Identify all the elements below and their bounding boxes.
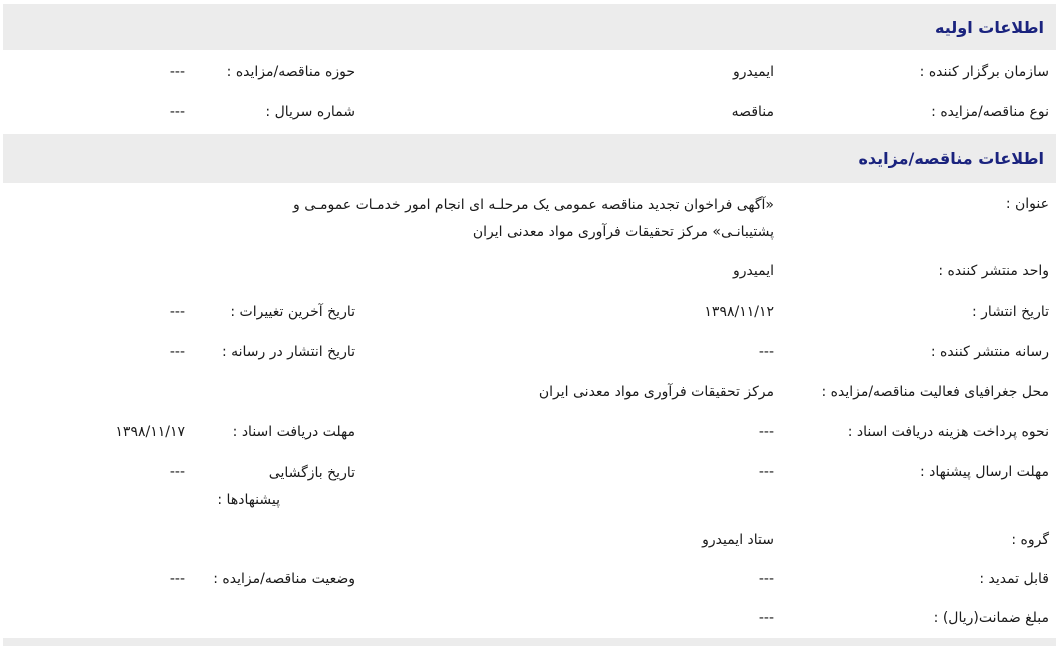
tender-title-line: «آگهی فراخوان تجدید مناقصه عمومی یک مرحلـه ای انجام امور خدمـات عمومـی و bbox=[292, 197, 774, 213]
field-value: ۱۳۹۸/۱۱/۱۷ bbox=[115, 424, 185, 440]
field-label: عنوان : bbox=[1005, 196, 1049, 212]
section-header-tender-info bbox=[3, 134, 1056, 183]
field-value: --- bbox=[758, 571, 774, 587]
field-label: تاریخ انتشار : bbox=[972, 304, 1049, 320]
field-value: --- bbox=[758, 610, 774, 626]
field-label: مبلغ ضمانت(ریال) : bbox=[933, 610, 1049, 626]
field-value: ستاد ایمیدرو bbox=[702, 532, 774, 548]
field-label: واحد منتشر کننده : bbox=[938, 263, 1049, 279]
field-value: --- bbox=[169, 464, 185, 480]
field-label: مهلت دریافت اسناد : bbox=[232, 424, 355, 440]
info-row bbox=[0, 460, 1059, 512]
section-header-basic-info bbox=[3, 4, 1056, 50]
info-row-title bbox=[0, 192, 1059, 248]
field-label: قابل تمدید : bbox=[979, 571, 1049, 587]
field-label: حوزه مناقصه/مزایده : bbox=[226, 64, 355, 80]
field-label: محل جغرافیای فعالیت مناقصه/مزایده : bbox=[821, 384, 1049, 400]
field-label: سازمان برگزار کننده : bbox=[919, 64, 1049, 80]
field-value: --- bbox=[758, 464, 774, 480]
field-label-multiline bbox=[195, 460, 355, 514]
section-title: اطلاعات اولیه bbox=[935, 17, 1044, 37]
field-label: نوع مناقصه/مزایده : bbox=[931, 104, 1049, 120]
field-label: وضعیت مناقصه/مزایده : bbox=[213, 571, 355, 587]
field-value: --- bbox=[758, 424, 774, 440]
tender-title-value bbox=[214, 192, 774, 246]
field-label: تاریخ آخرین تغییرات : bbox=[230, 304, 355, 320]
section-title: اطلاعات مناقصه/مزایده bbox=[858, 149, 1044, 168]
field-value: مرکز تحقیقات فرآوری مواد معدنی ایران bbox=[538, 384, 774, 400]
field-value: --- bbox=[169, 344, 185, 360]
field-value: ایمیدرو bbox=[733, 263, 774, 279]
field-label: گروه : bbox=[1011, 532, 1049, 548]
field-value: --- bbox=[758, 344, 774, 360]
next-section-header-edge bbox=[3, 638, 1056, 646]
field-value: ایمیدرو bbox=[733, 64, 774, 80]
field-label: تاریخ انتشار در رسانه : bbox=[221, 344, 355, 360]
field-value: مناقصه bbox=[731, 104, 774, 120]
field-label: رسانه منتشر کننده : bbox=[930, 344, 1049, 360]
field-value: --- bbox=[169, 64, 185, 80]
field-label: مهلت ارسال پیشنهاد : bbox=[919, 464, 1049, 480]
field-label-line: تاریخ بازگشایی bbox=[268, 465, 355, 481]
field-label-line: پیشنهادها : bbox=[217, 492, 280, 508]
field-value: --- bbox=[169, 571, 185, 587]
tender-title-line: پشتیبانـی» مرکز تحقیقات فرآوری مواد معدنی ایران bbox=[472, 224, 774, 240]
field-value: --- bbox=[169, 304, 185, 320]
field-label: نحوه پرداخت هزینه دریافت اسناد : bbox=[847, 424, 1049, 440]
field-value: --- bbox=[169, 104, 185, 120]
field-label: شماره سریال : bbox=[265, 104, 355, 120]
field-value: ۱۳۹۸/۱۱/۱۲ bbox=[704, 304, 774, 320]
